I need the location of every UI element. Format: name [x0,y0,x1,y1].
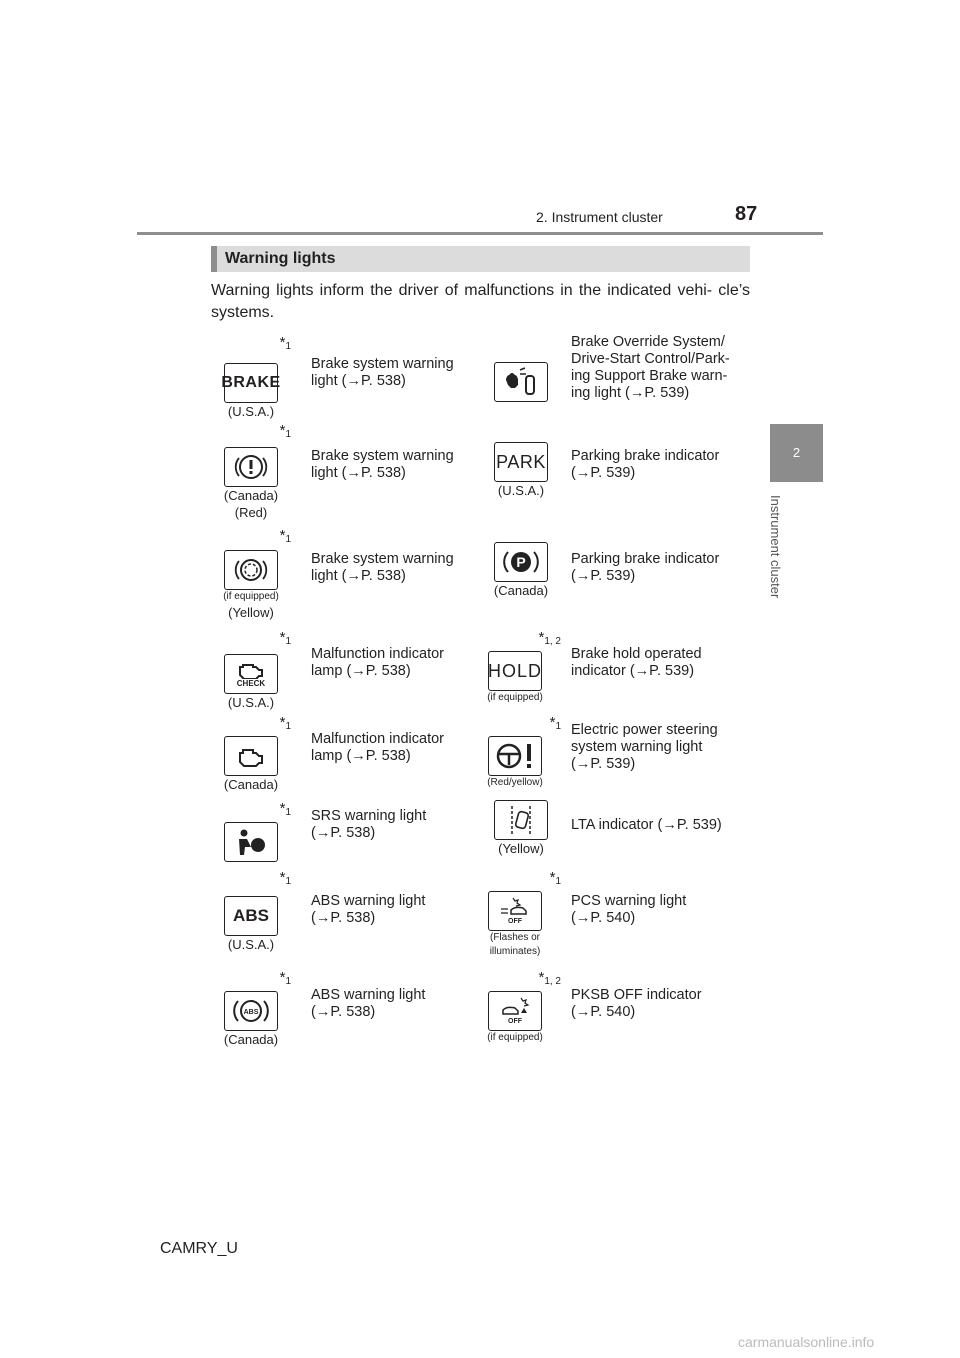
section-accent [211,246,217,272]
light-description: PKSB OFF indicator (→P. 540) [571,987,702,1020]
page-number: 87 [735,203,758,225]
equipped-caption: (if equipped) [223,591,279,602]
color-caption: (Yellow) [228,605,274,620]
color-caption: (Red) [234,505,268,520]
watermark: carmanualsonline.info [738,1334,875,1350]
p-circle-icon [494,542,548,582]
brake-override-icon [494,362,548,402]
light-description: Brake system warning light (→P. 538) [311,448,454,481]
light-description: Brake system warning light (→P. 538) [311,356,454,389]
cell-icon: $*_1$ ABS (U.S.A.) [211,869,291,953]
light-description: Brake system warning light (→P. 538) [311,551,454,584]
chapter-tab-label: Instrument cluster [768,495,783,599]
light-description: Electric power steering system warning light (→P. 539) [571,722,718,772]
svg-text:ABS: ABS [243,1009,259,1016]
color-caption: (Red/yellow) [487,777,543,788]
section-heading: Warning lights [225,250,336,267]
light-description: Brake Override System/ Drive-Start Control/Park- ing Support Brake warn- ing light (→P. 539) [571,334,730,401]
engine-check-icon: CHECK [224,654,278,694]
light-description: PCS warning light (→P. 540) [571,893,687,926]
cell-icon [481,334,561,402]
pksb-off-icon: OFF [488,991,542,1031]
brake-wear-circle-icon [224,550,278,590]
header-rule [137,232,823,235]
park-text-icon: PARK [494,442,548,482]
svg-text:P: P [516,554,526,570]
region-caption: (U.S.A.) [497,483,545,498]
cell-icon [481,422,561,499]
lane-trace-icon [494,800,548,840]
state-caption: (Flashes or [489,932,540,943]
airbag-icon [224,822,278,862]
cell-icon [481,800,561,857]
cell-icon [481,527,561,599]
region-caption: (U.S.A.) [227,404,275,419]
light-description: Malfunction indicator lamp (→P. 538) [311,646,444,679]
light-description: Parking brake indicator (→P. 539) [571,448,720,481]
chapter-tab [770,424,823,482]
light-description: LTA indicator (→P. 539) [571,817,722,833]
cell-icon: $*_1$ CHECK (U.S.A.) [211,629,291,711]
light-description: ABS warning light (→P. 538) [311,987,426,1020]
region-caption: (Canada) [493,583,549,598]
engine-icon [224,736,278,776]
section-heading-bar [211,246,750,272]
cell-icon: $*_1$ BRAKE (U.S.A.) [211,334,291,420]
footer-model-code: CAMRY_U [160,1240,238,1257]
intro-paragraph: Warning lights inform the driver of malfunctions in the indicated vehi- cle’s systems. [211,282,750,321]
light-description: Malfunction indicator lamp (→P. 538) [311,731,444,764]
abs-circle-icon [224,991,278,1031]
region-caption: (U.S.A.) [227,937,275,952]
equipped-caption: (if equipped) [487,692,543,703]
light-description: SRS warning light (→P. 538) [311,808,427,841]
region-caption: (U.S.A.) [227,695,275,710]
state-caption: illuminates) [489,946,541,957]
color-caption: (Yellow) [498,841,544,856]
cell-icon: $*_1$ ABS (Canada) [211,969,291,1048]
light-description: Brake hold operated indicator (→P. 539) [571,646,702,679]
abs-text-icon: ABS [224,896,278,936]
cell-icon: $*_1$ (Red/yellow) [469,714,561,790]
equipped-caption: (if equipped) [487,1032,543,1043]
light-description: Parking brake indicator (→P. 539) [571,551,720,584]
cell-icon: $*_{1, 2}$ OFF (if equipped) [469,969,561,1045]
region-caption: (Canada) [223,1032,279,1047]
cell-icon: $*_1$ [211,800,291,862]
pcs-off-icon: OFF [488,891,542,931]
cell-icon: $*_1$ OFF (Flashes or illuminates) [469,869,561,959]
steering-exclamation-icon [488,736,542,776]
light-description: ABS warning light (→P. 538) [311,893,426,926]
cell-icon: $*_1$ (if equipped) (Yellow) [211,527,291,621]
hold-text-icon: HOLD [488,651,542,691]
cell-icon: $*_{1, 2}$ HOLD (if equipped) [469,629,561,705]
chapter-number: 2 [792,445,801,460]
region-caption: (Canada) [223,488,279,503]
cell-icon: $*_1$ (Canada) (Red) [211,422,291,521]
header-section-title: 2. Instrument cluster [536,209,663,225]
brake-text-icon: BRAKE [224,363,278,403]
exclamation-circle-icon [224,447,278,487]
cell-icon: $*_1$ (Canada) [211,714,291,793]
region-caption: (Canada) [223,777,279,792]
